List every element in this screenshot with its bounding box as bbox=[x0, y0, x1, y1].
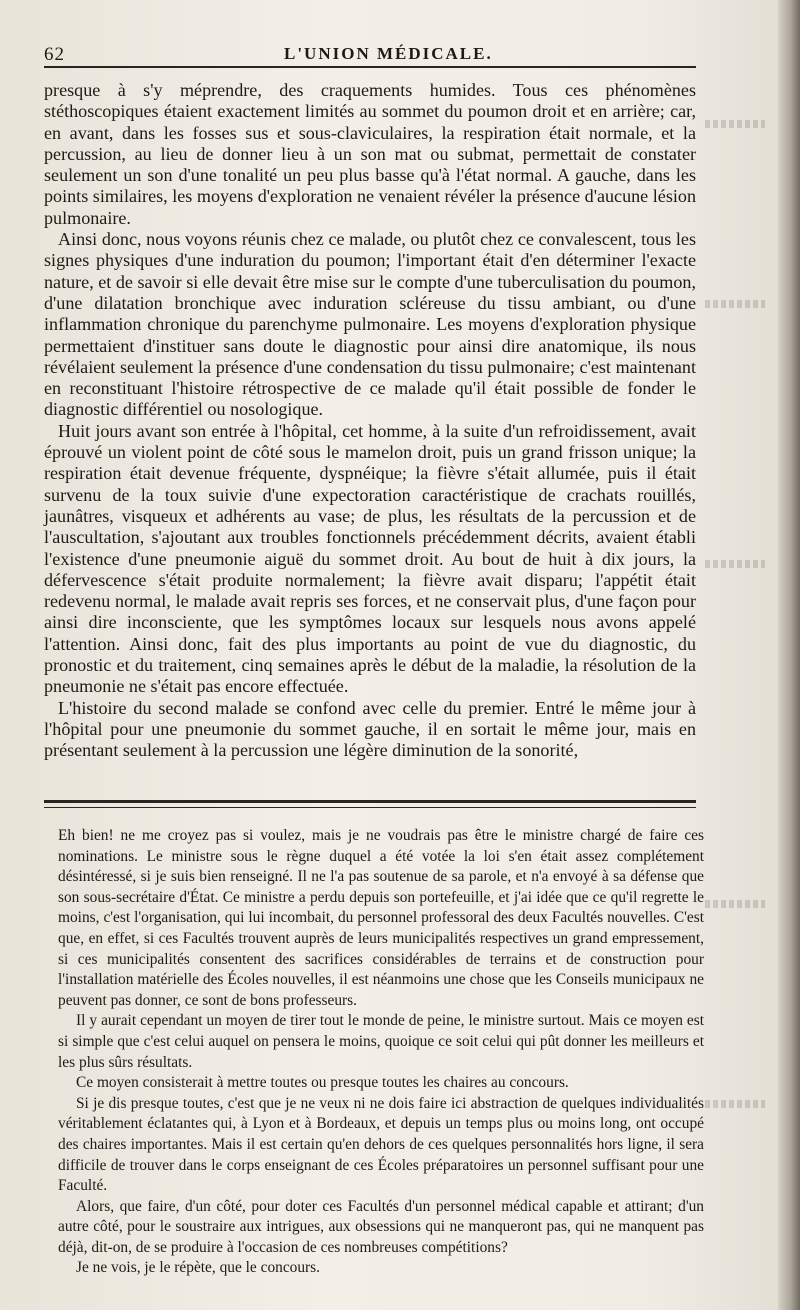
bleed-through-mark bbox=[705, 1100, 765, 1108]
bleed-through-mark bbox=[705, 900, 765, 908]
bleed-through-mark bbox=[705, 300, 765, 308]
page-number: 62 bbox=[44, 44, 65, 65]
feuilleton-paragraph: Ce moyen consisterait à mettre toutes ou presque toutes les chaires au concours. bbox=[76, 1074, 569, 1092]
feuilleton-paragraph: Il y aurait cependant un moyen de tirer tout le monde de peine, le ministre surtout. Mais ce moyen est si simple que c'est celui auquel on pensera le moins, quoique ce soit celui qui pût donner les meilleurs et les plus sûrs résultats. bbox=[58, 1012, 704, 1071]
feuilleton-paragraph: Je ne vois, je le répète, que le concours. bbox=[76, 1259, 321, 1277]
article-paragraph: presque à s'y méprendre, des craquements humides. Tous ces phénomènes stéthoscopiques étaient exactement limités au sommet du poumon droit et en arrière; car, en avant, dans les fosses sus et sous-claviculaires, la respiration était normale, et la percussion, au lieu de donner lieu à un son mat ou submat, permettait de constater seulement un son d'une tonalité un peu plus basse qu'à l'état normal. A gauche, dans les points similaires, les moyens d'exploration ne venaient révéler la présence d'aucune lésion pulmonaire. bbox=[44, 80, 696, 228]
feuilleton-divider bbox=[44, 800, 696, 808]
feuilleton-paragraph: Alors, que faire, d'un côté, pour doter ces Facultés d'un personnel médical capable et attirant; d'un autre côté, pour le soustraire aux intrigues, aux obsessions qui ne manqueront pas, qui ne manquent pas déjà, dit-on, de se produire à l'occasion de ces nombreuses compétitions? bbox=[58, 1197, 704, 1256]
binding-edge bbox=[778, 0, 800, 1310]
feuilleton-paragraph: Eh bien! ne me croyez pas si voulez, mais je ne voudrais pas être le ministre chargé de faire ces nominations. Le ministre sous le règne duquel a été votée la loi s'en était assez complétement désintéressé, si je suis bien renseigné. Il ne l'a pas soutenue de sa parole, et n'a envoyé à sa défense que son sous-secrétaire d'État. Ce ministre a perdu depuis son portefeuille, et j'ai idée que ce qu'il regrette le moins, c'est l'organisation, qui lui incombait, du personnel professoral des deux Facultés nouvelles. C'est que, en effet, si ces Facultés trouvent auprès de leurs municipalités respectives un grand empressement, si ces municipalités consentent des sacrifices considérables de terrains et de construction pour l'installation matérielle des Écoles nouvelles, il est néanmoins une chose que les Conseils municipaux ne peuvent pas donner, ce sont de bons professeurs. bbox=[58, 827, 704, 1009]
bleed-through-mark bbox=[705, 120, 765, 128]
article-paragraph: Ainsi donc, nous voyons réunis chez ce malade, ou plutôt chez ce convalescent, tous les signes physiques d'une induration du poumon; l'important était d'en déterminer l'exacte nature, et de savoir si elle devait être mise sur le compte d'une tuberculisation du poumon, d'une dilatation bronchique avec induration scléreuse du tissu ambiant, ou d'une inflammation chronique du parenchyme pulmonaire. Les moyens d'exploration physique permettaient d'instituer sans doute le diagnostic pour ainsi dire anatomique, ils nous révélaient seulement la présence d'une condensation du tissu pulmonaire; c'est maintenant en reconstituant l'histoire rétrospective de ce malade qu'il était possible de fonder le diagnostic différentiel ou nosologique. bbox=[44, 229, 696, 420]
feuilleton-paragraph: Si je dis presque toutes, c'est que je ne veux ni ne dois faire ici abstraction de quelques individualités véritablement éclatantes qui, à Lyon et à Bordeaux, et depuis un temps plus ou moins long, ont occupé des chaires importantes. Mais il est certain qu'en dehors de ces quelques personnalités hors ligne, il sera difficile de trouver dans le corps enseignant de ces Écoles préparatoires un personnel suffisant pour une Faculté. bbox=[58, 1094, 704, 1195]
running-title: L'UNION MÉDICALE. bbox=[284, 44, 493, 63]
article-paragraph: Huit jours avant son entrée à l'hôpital, cet homme, à la suite d'un refroidissement, avait éprouvé un violent point de côté sous le mamelon droit, puis un grand frisson unique; la respiration était devenue fréquente, dyspnéique; la fièvre s'était allumée, puis il était survenu de la toux suivie d'une expectoration caractéristique de crachats rouillés, jaunâtres, visqueux et adhérents au vase; de plus, les résultats de la percussion et de l'auscultation, s'ajoutant aux troubles fonctionnels précédemment décrits, avaient établi l'existence d'une pneumonie aiguë du sommet droit. Au bout de huit à dix jours, la défervescence s'était produite normalement; la fièvre avait disparu; l'appétit était redevenu normal, le malade avait repris ses forces, et ne conservait plus, d'une façon pour ainsi dire inconsciente, que les symptômes locaux sur lesquels nous avons appelé l'attention. Ainsi donc, fait des plus importants au point de vue du diagnostic, du pronostic et du traitement, cinq semaines après le début de la maladie, la résolution de la pneumonie ne s'était pas encore effectuée. bbox=[44, 420, 696, 697]
feuilleton-body bbox=[58, 826, 704, 1279]
article-paragraph: L'histoire du second malade se confond avec celle du premier. Entré le même jour à l'hôpital pour une pneumonie du sommet gauche, il en sortait le même jour, mais en présentant seulement à la percussion une légère diminution de la sonorité, bbox=[44, 697, 696, 761]
bleed-through-mark bbox=[705, 560, 765, 568]
article-body bbox=[44, 80, 696, 762]
header-rule bbox=[44, 66, 696, 68]
